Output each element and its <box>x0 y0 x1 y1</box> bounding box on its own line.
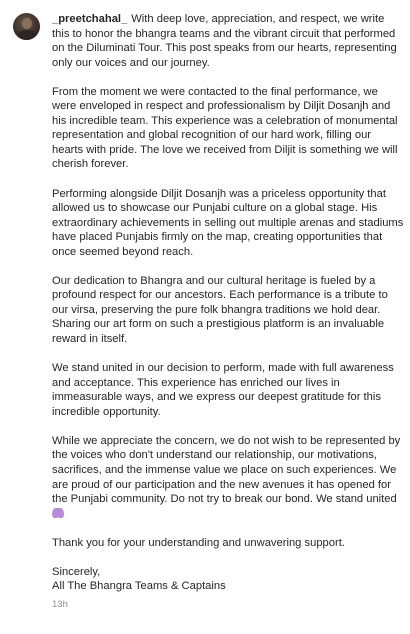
avatar[interactable] <box>13 13 40 40</box>
comment-paragraph: We stand united in our decision to perform, made with full awareness and acceptance. This experience has enriched our lives in immeasurable ways, and we express our deepest gratitude for this incredible opportunity. <box>52 362 394 418</box>
comment-text: While we appreciate the concern, we do not wish to be represented by the voices who don't understand our relationship, our motivations, sacrifices, and the immense value we place on such experiences. We are proud of our participation and the new avenues it has opened for the Punjabi community. Do not try to break our bond. We stand united <box>52 434 401 506</box>
comment-first-paragraph <box>52 12 404 70</box>
comment-text: With deep love, appreciation, and respect, we write this to honor the bhangra teams and the vibrant circuit that performed on the Diluminati Tour. This post speaks from our hearts, representing only our voices and our journey. <box>52 13 397 69</box>
comment-paragraph <box>52 434 404 521</box>
folded-hands-icon <box>52 508 64 518</box>
timestamp[interactable]: 13h <box>52 598 68 610</box>
comment-paragraph: Performing alongside Diljit Dosanjh was a priceless opportunity that allowed us to showcase our Punjabi culture on a global stage. His extraordinary achievements in selling out multiple arenas and stadiums have placed Punjabis firmly on the map, creating opportunities that once seemed beyond reach. <box>52 187 404 258</box>
username[interactable]: _preetchahal_ <box>52 13 128 25</box>
comment-body <box>52 12 404 612</box>
comment-paragraph: From the moment we were contacted to the final performance, we were enveloped in respect and professionalism by Diljit Dosanjh and his incredible team. This experience was a celebration of monumental representation and global recognition of our hard work, filling our hearts with pride. The love we received from Diljit is something we will cherish forever. <box>52 85 398 171</box>
sign-off: Sincerely, <box>52 565 101 578</box>
avatar-head <box>22 18 32 29</box>
signature: All The Bhangra Teams & Captains <box>52 580 226 593</box>
comment-paragraph: Our dedication to Bhangra and our cultural heritage is fueled by a profound respect for our ancestors. Each performance is a tribute to our virsa, preserving the pure folk bhangra traditions we hold dear. Sharing our art form on such a prestigious platform is an invaluable reward in itself. <box>52 274 388 346</box>
comment-paragraph: Thank you for your understanding and unwavering support. <box>52 536 345 549</box>
avatar-shoulders <box>17 30 37 40</box>
